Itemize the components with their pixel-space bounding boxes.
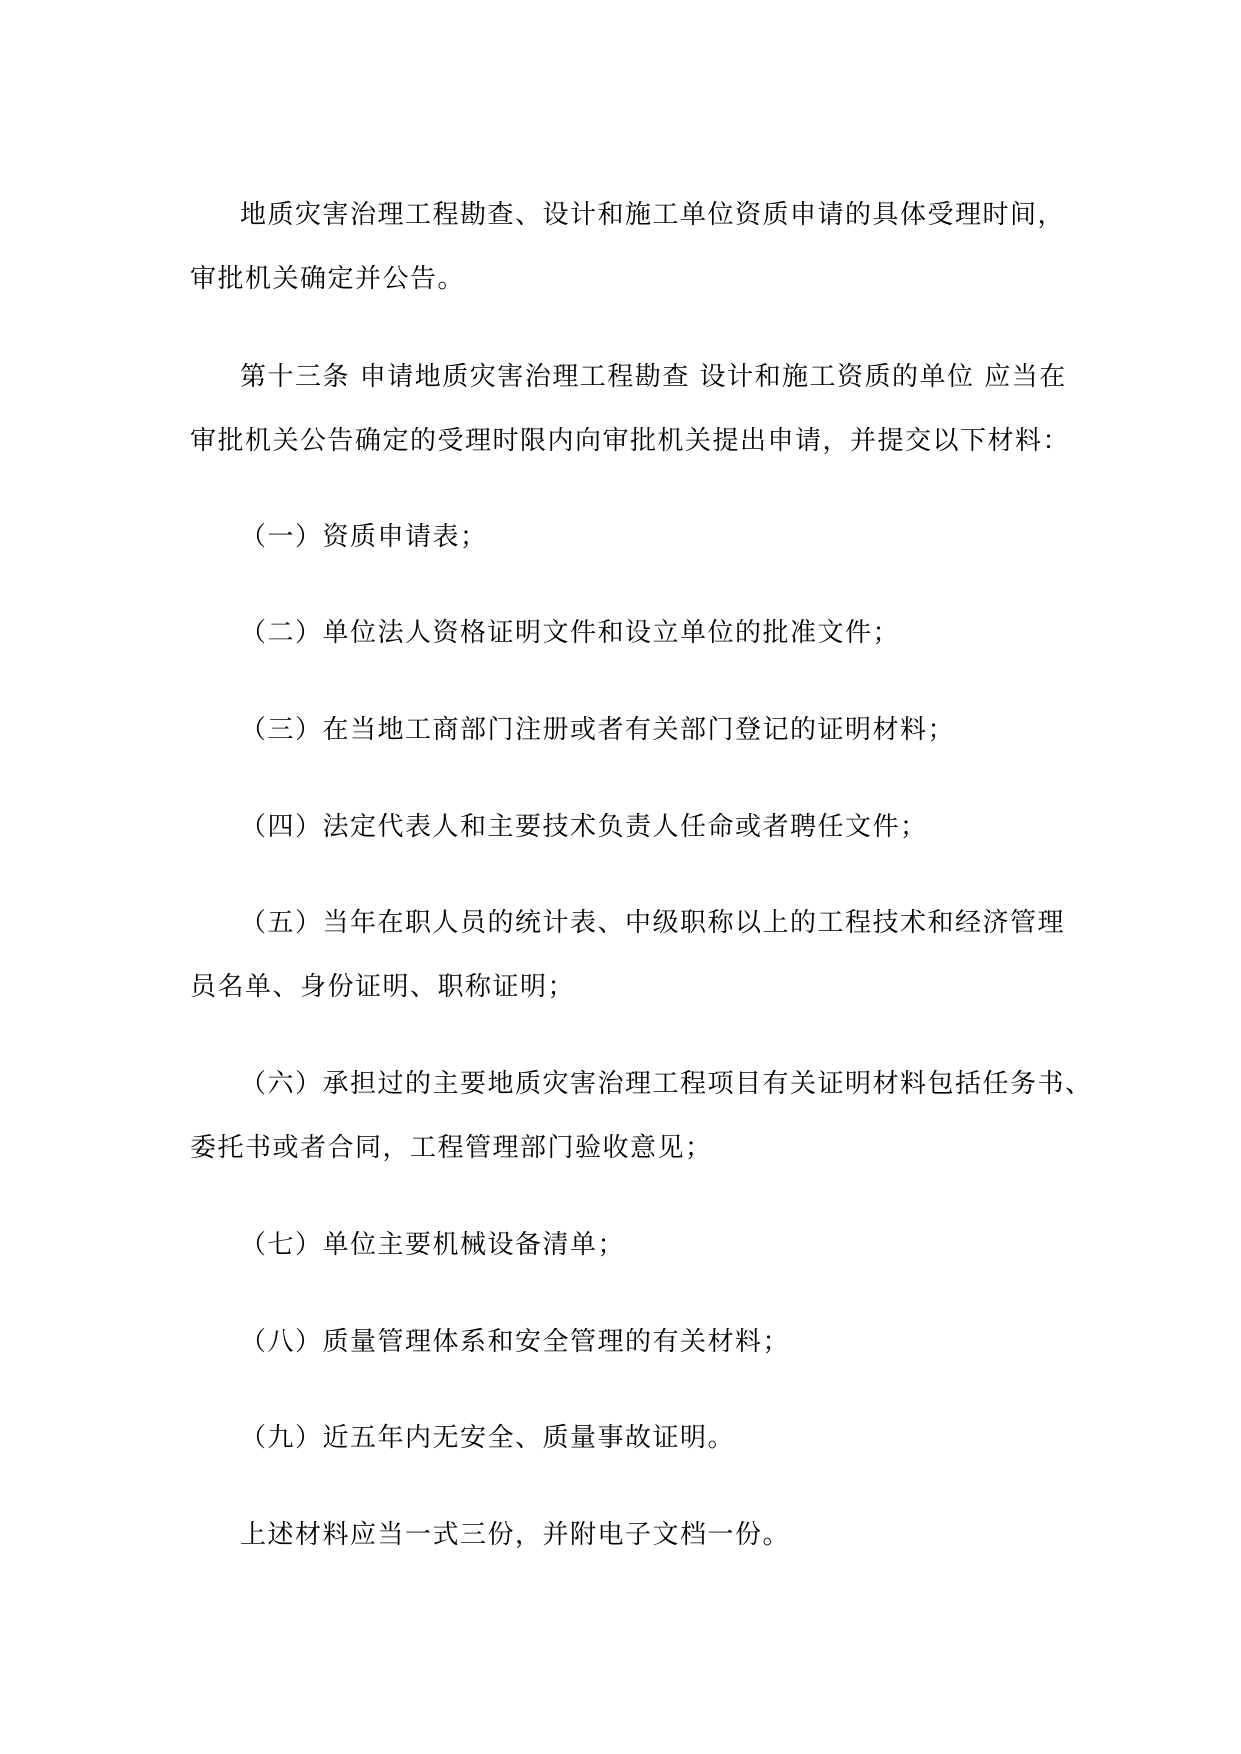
- list-item: （七）单位主要机械设备清单；: [240, 1230, 626, 1260]
- list-item: （二）单位法人资格证明文件和设立单位的批准文件；: [240, 618, 901, 648]
- paragraph-line: 审批机关公告确定的受理时限内向审批机关提出申请，并提交以下材料：: [190, 426, 1071, 456]
- paragraph-line: 审批机关确定并公告。: [190, 264, 466, 294]
- list-item-continuation: 委托书或者合同，工程管理部门验收意见；: [190, 1133, 713, 1163]
- list-item-continuation: 员名单、身份证明、职称证明；: [190, 972, 576, 1002]
- list-item: （一）资质申请表；: [240, 522, 488, 552]
- article-heading-line: 第十三条 申请地质灾害治理工程勘查 设计和施工资质的单位 应当在: [240, 362, 1067, 392]
- list-item: （八）质量管理体系和安全管理的有关材料；: [240, 1327, 791, 1357]
- paragraph-line: 地质灾害治理工程勘查、设计和施工单位资质申请的具体受理时间，: [240, 200, 1066, 230]
- list-item: （九）近五年内无安全、质量事故证明。: [240, 1423, 736, 1453]
- list-item: （三）在当地工商部门注册或者有关部门登记的证明材料；: [240, 715, 956, 745]
- list-item: （五）当年在职人员的统计表、中级职称以上的工程技术和经济管理: [240, 908, 1066, 938]
- paragraph-line: 上述材料应当一式三份，并附电子文档一份。: [240, 1520, 791, 1550]
- list-item: （六）承担过的主要地质灾害治理工程项目有关证明材料包括任务书、: [240, 1069, 1093, 1099]
- list-item: （四）法定代表人和主要技术负责人任命或者聘任文件；: [240, 812, 928, 842]
